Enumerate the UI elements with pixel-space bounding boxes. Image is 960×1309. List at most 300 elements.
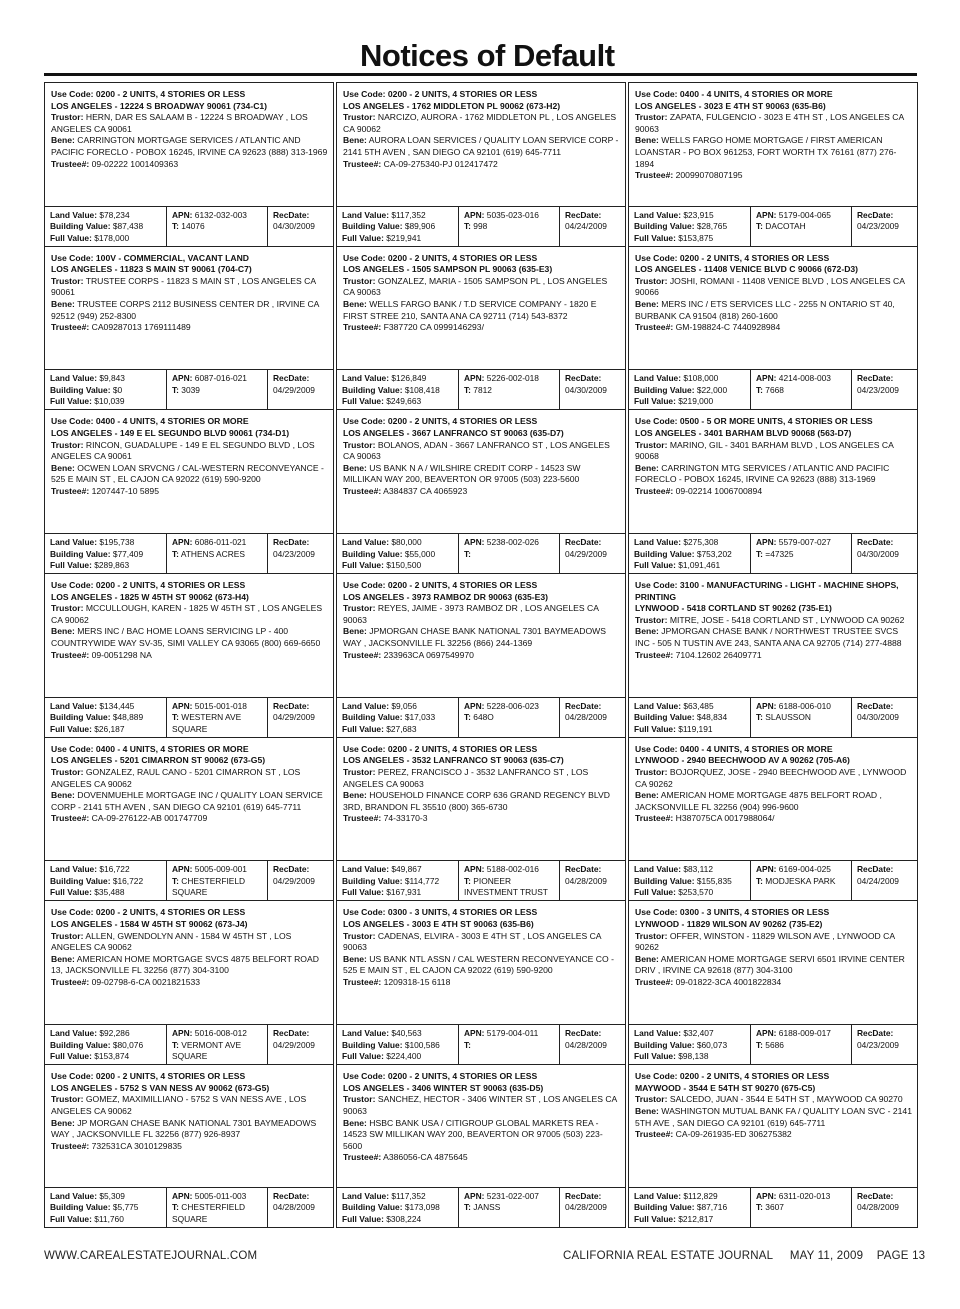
property-address: MAYWOOD - 3544 E 54TH ST 90270 (675-C5) [635, 1082, 816, 1093]
tract-label: T: [172, 221, 179, 232]
trustor-label: Trustor: [343, 930, 376, 941]
full-label: Full Value: [634, 560, 676, 571]
use-code: Use Code: 3100 - MANUFACTURING - LIGHT - MACHINE SHOPS, PRINTING [635, 580, 899, 602]
use-code: Use Code: 0200 - 2 UNITS, 4 STORIES OR LESS [635, 252, 830, 263]
trustor-value: ALLEN, GWENDOLYN ANN - 1584 W 45TH ST , LOS ANGELES CA 90062 [51, 930, 292, 953]
trustor-label: Trustor: [635, 112, 668, 123]
building-value: $114,772 [402, 875, 440, 886]
land-label: Land Value: [50, 373, 98, 384]
trustee-line [343, 159, 620, 171]
trustor-value: NARCIZO, AURORA - 1762 MIDDLETON PL , LOS ANGELES CA 90062 [343, 112, 617, 134]
use-code: Use Code: 0200 - 2 UNITS, 4 STORIES OR LESS [343, 416, 538, 427]
land-label: Land Value: [342, 864, 390, 875]
trustee-line [51, 650, 328, 662]
property-address: LYNWOOD - 2940 BEECHWOOD AV A 90262 (705-A6) [635, 755, 850, 766]
building-value: $80,076 [110, 1039, 144, 1050]
property-address: LYNWOOD - 5418 CORTLAND ST 90262 (735-E1) [635, 603, 832, 614]
land-value: $195,738 [97, 537, 135, 548]
valuation-row [45, 533, 333, 573]
apn-label: APN: [756, 537, 777, 548]
notice-body [629, 1065, 917, 1187]
land-label: Land Value: [50, 1028, 98, 1039]
trustor-line [343, 931, 620, 954]
notice-body [337, 738, 625, 861]
tract-value: 7668 [762, 384, 784, 395]
land-value: $9,843 [97, 373, 125, 384]
full-label: Full Value: [342, 560, 384, 571]
apn-label: APN: [756, 209, 777, 220]
land-label: Land Value: [634, 864, 682, 875]
recdate-col [851, 1188, 917, 1227]
recdate-col [851, 1025, 917, 1064]
bene-line [343, 790, 620, 813]
bene-label: Bene: [51, 299, 75, 310]
trustor-label: Trustor: [51, 275, 84, 286]
trustor-label: Trustor: [51, 930, 84, 941]
valuation-row [337, 533, 625, 573]
apn-label: APN: [172, 700, 193, 711]
land-label: Land Value: [342, 1028, 390, 1039]
land-label: Land Value: [50, 1190, 98, 1201]
valuation-row [629, 860, 917, 900]
apn-label: APN: [464, 1028, 485, 1039]
full-label: Full Value: [50, 1051, 92, 1062]
full-value: $224,400 [383, 1051, 422, 1062]
apn-value: 5579-007-027 [776, 537, 831, 548]
trustor-label: Trustor: [635, 930, 668, 941]
recdate-label: RecDate: [857, 700, 894, 711]
full-value: $153,875 [675, 232, 714, 243]
full-value: $167,931 [383, 887, 422, 898]
building-value: $77,409 [110, 548, 144, 559]
use-code: Use Code: 0400 - 4 UNITS, 4 STORIES OR MORE [635, 743, 833, 754]
full-label: Full Value: [634, 396, 676, 407]
trustee-line [635, 813, 912, 825]
notice-body [337, 410, 625, 533]
recdate-col [267, 1025, 333, 1064]
notice-card [628, 1064, 918, 1228]
property-address: LOS ANGELES - 1584 W 45TH ST 90062 (673-J4) [51, 919, 248, 930]
building-value: $100,586 [402, 1039, 440, 1050]
notice-body [629, 410, 917, 533]
values-col [45, 534, 166, 573]
building-label: Building Value: [342, 1039, 403, 1050]
full-value: $35,488 [91, 887, 125, 898]
recdate-value: 04/23/2009 [857, 1039, 899, 1050]
use-code: Use Code: 0200 - 2 UNITS, 4 STORIES OR LESS [343, 580, 538, 591]
land-label: Land Value: [342, 373, 390, 384]
recdate-col [559, 534, 625, 573]
recdate-value: 04/29/2009 [273, 875, 315, 886]
full-label: Full Value: [342, 1051, 384, 1062]
footer-website[interactable]: WWW.CAREALESTATEJOURNAL.COM [44, 1250, 258, 1262]
trustor-line [343, 1094, 620, 1117]
tract-value: CHESTERFIELD SQUARE [172, 1202, 246, 1224]
valuation-row [45, 1024, 333, 1064]
use-code: Use Code: 0200 - 2 UNITS, 4 STORIES OR LESS [635, 1071, 830, 1082]
bene-line [343, 954, 620, 977]
notice-card [44, 246, 334, 410]
bene-line [51, 954, 328, 977]
bene-value: US BANK NTL ASSN / CAL WESTERN RECONVEYANCE CO - 525 E MAIN ST , EL CAJON CA 92022 (619) 590-9200 [343, 953, 614, 976]
recdate-value: 04/29/2009 [273, 1039, 315, 1050]
recdate-value: 04/30/2009 [857, 712, 899, 723]
bene-label: Bene: [343, 953, 367, 964]
values-col [629, 861, 750, 900]
use-code: Use Code: 0200 - 2 UNITS, 4 STORIES OR LESS [343, 743, 538, 754]
trustor-label: Trustor: [343, 1094, 376, 1105]
tract-value: JANSS [470, 1202, 501, 1213]
apn-col [458, 1025, 559, 1064]
trustor-label: Trustor: [51, 766, 84, 777]
tract-value: PIONEER INVESTMENT TRUST [464, 875, 548, 898]
trustor-line [51, 276, 328, 299]
property-address: LOS ANGELES - 3003 E 4TH ST 90063 (635-B6) [343, 919, 534, 930]
tract-label: T: [756, 221, 763, 232]
trustor-label: Trustor: [343, 766, 376, 777]
trustor-label: Trustor: [343, 603, 376, 614]
trustor-label: Trustor: [51, 603, 84, 614]
trustor-line [635, 276, 912, 299]
trustor-value: SALCEDO, JUAN - 3544 E 54TH ST , MAYWOOD CA 90270 [667, 1094, 903, 1105]
trustor-label: Trustor: [343, 439, 376, 450]
trustor-label: Trustor: [51, 112, 84, 123]
trustee-value: H387075CA 0017988064/ [673, 813, 775, 824]
bene-label: Bene: [343, 790, 367, 801]
trustee-label: Trustee#: [51, 158, 90, 169]
land-value: $275,308 [681, 537, 719, 548]
tract-label: T: [756, 1202, 763, 1213]
recdate-label: RecDate: [273, 864, 310, 875]
recdate-label: RecDate: [565, 1028, 602, 1039]
trustee-label: Trustee#: [51, 485, 90, 496]
valuation-row [337, 860, 625, 900]
notice-body [629, 901, 917, 1024]
bene-line [51, 463, 328, 486]
notice-body [45, 1065, 333, 1187]
land-value: $83,112 [681, 864, 713, 875]
apn-col [166, 1188, 267, 1227]
tract-label: T: [172, 384, 179, 395]
bene-line [343, 463, 620, 486]
building-label: Building Value: [50, 548, 111, 559]
notice-body [629, 574, 917, 697]
building-value: $22,000 [694, 384, 728, 395]
full-value: $26,187 [91, 723, 125, 734]
recdate-col [851, 534, 917, 573]
bene-label: Bene: [51, 790, 75, 801]
trustor-value: OFFER, WINSTON - 11829 WILSON AVE , LYNWOOD CA 90262 [635, 930, 895, 953]
valuation-row [45, 206, 333, 246]
bene-label: Bene: [51, 462, 75, 473]
bene-line [343, 626, 620, 649]
building-value: $753,202 [694, 548, 732, 559]
notice-card [44, 1064, 334, 1228]
land-value: $23,915 [681, 209, 714, 220]
recdate-col [267, 1188, 333, 1227]
trustor-label: Trustor: [635, 275, 668, 286]
values-col [629, 370, 750, 409]
notice-body [337, 574, 625, 697]
trustor-line [635, 440, 912, 463]
tract-label: T: [464, 384, 471, 395]
use-code: Use Code: 0400 - 4 UNITS, 4 STORIES OR MORE [635, 89, 833, 99]
recdate-value: 04/24/2009 [857, 875, 899, 886]
trustee-line [635, 1129, 912, 1141]
bene-label: Bene: [343, 462, 367, 473]
notice-body [337, 247, 625, 370]
apn-col [166, 698, 267, 737]
recdate-value: 04/23/2009 [857, 384, 899, 395]
bene-value: JP MORGAN CHASE BANK NATIONAL 7301 BAYMEADOWS WAY , JACKSONVILLE FL 32256 (877) 926-8937 [51, 1117, 317, 1140]
notice-card [336, 1064, 626, 1228]
apn-value: 6311-020-013 [776, 1190, 831, 1201]
recdate-label: RecDate: [565, 700, 602, 711]
bene-line [51, 299, 328, 322]
full-value: $98,138 [675, 1051, 709, 1062]
trustee-line [635, 977, 912, 989]
trustee-value: CA-09-276122-AB 001747709 [89, 813, 208, 824]
trustee-label: Trustee#: [343, 322, 382, 333]
trustor-value: GONZALEZ, MARIA - 1505 SAMPSON PL , LOS ANGELES CA 90063 [343, 275, 608, 298]
building-label: Building Value: [50, 1202, 111, 1213]
bene-label: Bene: [51, 626, 75, 637]
valuation-row [629, 533, 917, 573]
full-value: $119,191 [675, 723, 713, 734]
tract-label: T: [464, 875, 471, 886]
apn-value: 6087-016-021 [192, 373, 247, 384]
trustor-value: CADENAS, ELVIRA - 3003 E 4TH ST , LOS ANGELES CA 90063 [343, 930, 602, 953]
tract-value: DACOTAH [762, 221, 806, 232]
use-code: Use Code: 100V - COMMERCIAL, VACANT LAND [51, 252, 249, 263]
property-address: LOS ANGELES - 1505 SAMPSON PL 90063 (635-E3) [343, 264, 553, 275]
recdate-label: RecDate: [857, 864, 894, 875]
notice-card [628, 246, 918, 410]
apn-label: APN: [172, 537, 193, 548]
trustor-label: Trustor: [51, 1094, 84, 1105]
recdate-col [559, 861, 625, 900]
tract-value: ATHENS ACRES [178, 548, 245, 559]
apn-col [166, 861, 267, 900]
land-value: $32,407 [681, 1028, 714, 1039]
land-label: Land Value: [634, 537, 682, 548]
full-label: Full Value: [342, 723, 384, 734]
tract-label: T: [172, 875, 179, 886]
building-label: Building Value: [634, 548, 695, 559]
trustor-line [51, 1094, 328, 1117]
tract-label: T: [756, 1039, 763, 1050]
trustee-value: 7104.12602 26409771 [673, 649, 762, 660]
notice-card [336, 409, 626, 573]
trustee-label: Trustee#: [51, 649, 90, 660]
notice-body [337, 901, 625, 1024]
full-label: Full Value: [634, 1051, 676, 1062]
apn-col [458, 534, 559, 573]
trustee-value: 09-02222 1001409363 [89, 158, 179, 169]
trustee-line [51, 813, 328, 825]
recdate-col [851, 207, 917, 246]
apn-col [166, 534, 267, 573]
recdate-col [559, 1188, 625, 1227]
trustee-line [343, 486, 620, 498]
land-value: $92,286 [97, 1028, 130, 1039]
trustor-line [635, 1094, 912, 1106]
tract-label: T: [172, 1039, 179, 1050]
building-value: $155,835 [694, 875, 732, 886]
trustor-value: BOJORQUEZ, JOSE - 2940 BEECHWOOD AVE , LYNWOOD CA 90262 [635, 766, 907, 789]
property-address: LOS ANGELES - 3667 LANFRANCO ST 90063 (635-D7) [343, 427, 564, 438]
tract-value: 648O [470, 712, 494, 723]
apn-col [166, 1025, 267, 1064]
bene-label: Bene: [635, 299, 659, 310]
apn-value: 6188-006-010 [776, 700, 831, 711]
land-value: $9,056 [389, 700, 417, 711]
trustee-value: CA09287013 1769111489 [89, 322, 191, 333]
bene-value: AMERICAN HOME MORTGAGE SVCS 4875 BELFORT ROAD 13, JACKSONVILLE FL 32256 (877) 304-3100 [51, 953, 319, 976]
valuation-row [337, 369, 625, 409]
apn-col [750, 1188, 851, 1227]
trustee-label: Trustee#: [343, 813, 382, 824]
apn-label: APN: [756, 1190, 777, 1201]
building-label: Building Value: [342, 875, 403, 886]
trustee-label: Trustee#: [635, 1129, 674, 1140]
building-label: Building Value: [50, 712, 111, 723]
values-col [337, 1025, 458, 1064]
apn-value: 6132-032-003 [192, 209, 247, 220]
bene-line [51, 790, 328, 813]
bene-line [635, 299, 912, 322]
building-value: $48,834 [694, 712, 728, 723]
trustee-line [51, 486, 328, 498]
trustee-line [343, 650, 620, 662]
full-label: Full Value: [50, 1213, 92, 1224]
recdate-col [851, 370, 917, 409]
trustee-value: GM-198824-C 7440928984 [673, 322, 781, 333]
building-value: $60,073 [694, 1039, 728, 1050]
trustee-value: CA-09-275340-PJ 012417472 [381, 158, 498, 169]
values-col [629, 207, 750, 246]
valuation-row [629, 1187, 917, 1227]
apn-value: 5016-008-012 [192, 1028, 247, 1039]
building-label: Building Value: [50, 221, 111, 232]
full-label: Full Value: [50, 232, 92, 243]
notice-card [628, 900, 918, 1064]
trustor-line [51, 767, 328, 790]
tract-label: T: [756, 875, 763, 886]
trustee-label: Trustee#: [635, 322, 674, 333]
bene-value: HSBC BANK USA / CITIGROUP GLOBAL MARKETS REA - 14523 SW MILLIKAN WAY 200, BEAVERTON OR 97005 (503) 223-5600 [343, 1117, 603, 1151]
recdate-label: RecDate: [565, 1190, 602, 1201]
bene-line [51, 1118, 328, 1141]
full-value: $150,500 [383, 560, 422, 571]
trustor-value: MITRE, JOSE - 5418 CORTLAND ST , LYNWOOD CA 90262 [667, 614, 905, 625]
building-value: $16,722 [110, 875, 144, 886]
bene-value: AURORA LOAN SERVICES / QUALITY LOAN SERVICE CORP - 2141 5TH AVEN , SAN DIEGO CA 92101 (619) 645-7711 [343, 135, 619, 157]
notice-body [629, 738, 917, 861]
trustee-label: Trustee#: [343, 1152, 382, 1163]
trustee-value: 20099070807195 [673, 170, 743, 181]
trustee-value: F387720 CA 0999146293/ [381, 322, 484, 333]
apn-label: APN: [172, 373, 193, 384]
trustee-line [635, 486, 912, 498]
bene-label: Bene: [635, 135, 659, 146]
land-value: $117,352 [389, 209, 426, 220]
recdate-label: RecDate: [273, 537, 310, 548]
values-col [629, 1025, 750, 1064]
tract-value: CHESTERFIELD SQUARE [172, 875, 246, 898]
full-value: $27,683 [383, 723, 417, 734]
property-address: LOS ANGELES - 1825 W 45TH ST 90062 (673-H4) [51, 591, 249, 602]
values-col [629, 534, 750, 573]
apn-value: 6188-009-017 [776, 1028, 831, 1039]
trustee-value: 09-01822-3CA 4001822834 [673, 977, 782, 987]
trustor-line [51, 931, 328, 954]
apn-col [458, 698, 559, 737]
valuation-row [45, 697, 333, 737]
recdate-label: RecDate: [857, 1190, 894, 1201]
valuation-row [337, 1187, 625, 1227]
apn-value: 6169-004-025 [776, 864, 831, 875]
notice-card [44, 737, 334, 901]
recdate-col [851, 861, 917, 900]
trustor-line [635, 615, 912, 627]
footer-publication: CALIFORNIA REAL ESTATE JOURNAL MAY 11, 2009 PAGE 13 [563, 1250, 926, 1262]
notice-card [628, 737, 918, 901]
trustee-label: Trustee#: [635, 649, 674, 660]
tract-value: SLAUSSON [762, 712, 811, 723]
recdate-label: RecDate: [273, 700, 310, 711]
recdate-label: RecDate: [857, 537, 894, 548]
tract-label: T: [756, 712, 763, 723]
property-address: LOS ANGELES - 3401 BARHAM BLVD 90068 (563-D7) [635, 427, 852, 438]
tract-value: WESTERN AVE SQUARE [172, 712, 242, 734]
tract-value: 5686 [762, 1039, 784, 1050]
apn-value: 5179-004-065 [776, 209, 831, 220]
notice-body [337, 1065, 625, 1187]
apn-value: 5179-004-011 [484, 1028, 539, 1039]
tract-value: 7812 [470, 384, 492, 395]
full-value: $10,039 [91, 396, 125, 407]
bene-label: Bene: [343, 626, 367, 637]
full-label: Full Value: [342, 1213, 384, 1224]
bene-label: Bene: [343, 1117, 367, 1128]
trustor-value: ZAPATA, FULGENCIO - 3023 E 4TH ST , LOS ANGELES CA 90063 [635, 112, 904, 134]
bene-line [51, 626, 328, 649]
building-value: $87,716 [694, 1202, 728, 1213]
valuation-row [45, 1187, 333, 1227]
notice-body [45, 247, 333, 370]
trustor-value: TRUSTEE CORPS - 11823 S MAIN ST , LOS ANGELES CA 90061 [51, 275, 316, 298]
full-label: Full Value: [342, 887, 384, 898]
full-label: Full Value: [634, 723, 676, 734]
bene-value: OCWEN LOAN SRVCNG / CAL-WESTERN RECONVEYANCE - 525 E MAIN ST , EL CAJON CA 92022 (619) 590-9200 [51, 462, 324, 485]
valuation-row [629, 1024, 917, 1064]
trustee-label: Trustee#: [635, 485, 674, 496]
notice-card [336, 82, 626, 246]
recdate-label: RecDate: [273, 1190, 310, 1201]
trustee-line [343, 813, 620, 825]
building-value: $28,765 [694, 221, 728, 232]
full-value: $219,941 [383, 232, 422, 243]
apn-value: 5015-001-018 [192, 700, 247, 711]
building-label: Building Value: [342, 712, 403, 723]
trustor-label: Trustor: [635, 766, 668, 777]
bene-label: Bene: [51, 1117, 75, 1128]
tract-label: T: [464, 1202, 471, 1213]
trustee-label: Trustee#: [51, 322, 90, 333]
recdate-col [559, 1025, 625, 1064]
trustee-line [343, 322, 620, 334]
